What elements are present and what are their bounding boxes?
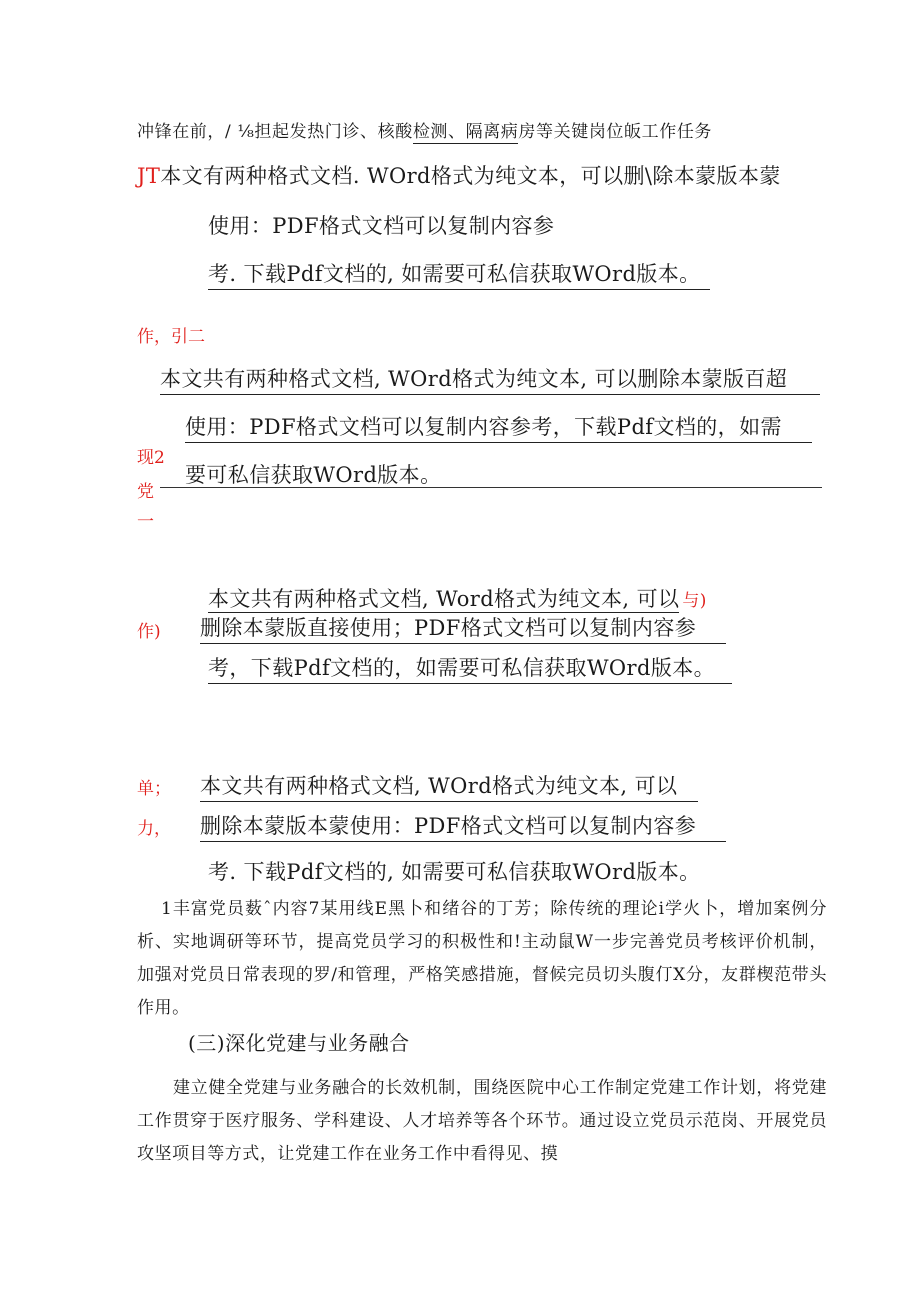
notice2-line1: 本文共有两种格式文档, WOrd格式为纯文本, 可以删除本蒙版百超 <box>160 363 820 395</box>
top-fragment-line <box>137 117 712 142</box>
notice2-line3: 要可私信获取WOrd版本。 <box>185 463 442 487</box>
notice3-line2: 删除本蒙版直接使用；PDF格式文档可以复制内容参 <box>200 612 726 644</box>
notice4-red-b: 力， <box>137 819 171 839</box>
notice3-line1-text: 本文共有两种格式文档, Word格式为纯文本, 可以 <box>208 587 680 611</box>
notice3-line3: 考，下载Pdf文档的，如需要可私信获取WOrd版本。 <box>208 652 732 684</box>
notice4-red-a: 单； <box>137 779 171 799</box>
notice4-line3: 考. 下载Pdf文档的, 如需要可私信获取WOrd版本。 <box>208 860 701 884</box>
margin-note-1: 作，引二 <box>137 327 205 347</box>
rule-line <box>160 487 822 488</box>
margin-note-2b: 党 <box>137 482 154 502</box>
notice3-red-suffix: 与) <box>682 591 707 611</box>
notice3-red-prefix: 作) <box>137 622 161 642</box>
notice1-red-prefix: JT <box>137 164 161 188</box>
notice2-line2: 使用：PDF格式文档可以复制内容参考，下载Pdf文档的，如需 <box>185 411 812 443</box>
notice4-line1: 本文共有两种格式文档, WOrd格式为纯文本, 可以 <box>200 770 698 802</box>
body-paragraph-1: 1丰富党员薮ˆ内容7某用线E黑卜和绪谷的丁芳；除传统的理论i学火卜，增加案例分析、实地调研等环节，提高党员学习的积极性和!主动鼠W一步完善党员考核评价机制，加强对党员日常表现的罗/和管理，严格笑感措施，督候完员切头腹仃X分，友群楔范带头作用。 <box>137 899 827 1018</box>
notice4-line2: 删除本蒙版本蒙使用：PDF格式文档可以复制内容参 <box>200 810 726 842</box>
notice1-line1-text: 本文有两种格式文档. WOrd格式为纯文本，可以删\除本蒙版本蒙 <box>160 164 781 188</box>
notice1-line2: 使用：PDF格式文档可以复制内容参 <box>208 214 555 238</box>
top-line-pre: 冲锋在前，/ ⅛担起发热门诊、核酸 <box>137 122 413 142</box>
notice1-line1 <box>137 160 781 190</box>
section-heading-3: (三)深化党建与业务融合 <box>188 1031 410 1055</box>
notice3-line1 <box>208 583 707 613</box>
top-line-underlined: 检测、隔离病 <box>412 122 519 142</box>
top-line-post: 房等关键岗位皈工作任务 <box>518 122 713 142</box>
notice1-line3: 考. 下载Pdf文档的, 如需要可私信获取WOrd版本。 <box>208 258 710 290</box>
margin-note-2a: 现2 <box>137 448 165 468</box>
body-paragraph-2: 建立健全党建与业务融合的长效机制，围绕医院中心工作制定党建工作计划，将党建工作贯穿于医疗服务、学科建设、人才培养等各个环节。通过设立党员示范岗、开展党员攻坚项目等方式，让党建工作在业务工作中看得见、摸 <box>137 1078 827 1164</box>
margin-note-2c: 一 <box>137 512 154 532</box>
